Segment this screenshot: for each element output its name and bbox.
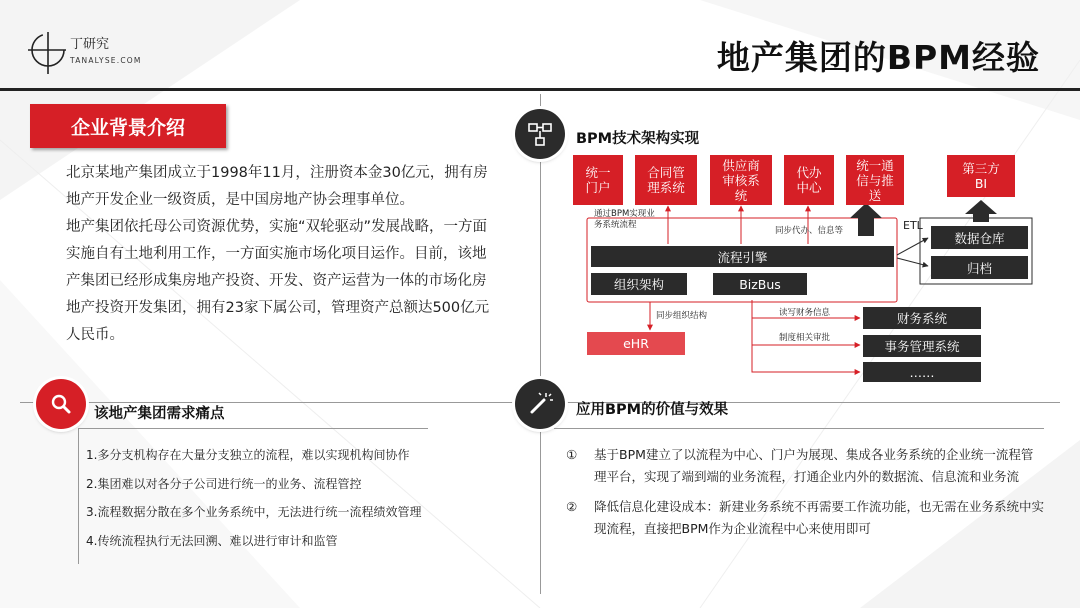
todo-center-box (784, 155, 834, 205)
value-icon-badge (515, 379, 565, 429)
affairs-system-label: 事务管理系统 (884, 339, 960, 354)
logo-domain: TANALYSE.COM (70, 56, 142, 65)
unified-messaging-box (846, 155, 904, 205)
third-party-bi-box (947, 155, 1015, 197)
supplier-system-box (710, 155, 772, 205)
affairs-system-box (863, 335, 981, 357)
third-party-bi-label: 第三方 BI (962, 161, 1000, 191)
logo-chinese-name: 丁研究 (70, 37, 110, 52)
contract-system-box (635, 155, 697, 205)
contract-system-label: 合同管 理系统 (647, 165, 685, 195)
org-structure-label: 组织架构 (613, 277, 664, 292)
data-warehouse-box (931, 226, 1028, 249)
etl-label: ETL (903, 219, 923, 232)
note-bpm-process: 通过BPM实现业 务系统流程 (594, 209, 655, 230)
intro-paragraph-2: 地产集团依托母公司资源优势，实施“双轮驱动”发展战略，一方面实施自有土地利用工作，一方面实施市场化项目运作。目前，该地产集团已经形成集房地产投资、开发、资产运营为一体的市场化房地产投资开发集团，拥有23家下属公司，管理资产总额达500亿元人民币。 (66, 219, 490, 343)
value-item-2-number: ② (566, 499, 578, 514)
intro-paragraph-1: 北京某地产集团成立于1998年11月，注册资本金30亿元，拥有房地产开发企业一级资质，是中国房地产协会理事单位。 (66, 165, 488, 208)
pain-item-1: 1.多分支机构存在大量分支独立的流程，难以实现机构间协作 (86, 448, 410, 462)
finance-system-label: 财务系统 (896, 311, 947, 326)
note-finance-rw: 读写财务信息 (779, 308, 831, 318)
value-item-1-number: ① (566, 447, 578, 462)
value-item-2-text: 降低信息化建设成本：新建业务系统不再需要工作流功能，也无需在业务系统中实现流程，直接把BPM作为企业流程中心来使用即可 (594, 499, 1045, 536)
process-engine-box (591, 246, 894, 267)
process-engine-label: 流程引擎 (717, 249, 768, 265)
bizbus-label: BizBus (739, 276, 781, 292)
pain-item-3: 3.流程数据分散在多个业务系统中，无法进行统一流程绩效管理 (86, 505, 422, 519)
note-sync-org: 同步组织结构 (656, 311, 708, 321)
org-structure-box (591, 273, 687, 295)
value-item-1-text: 基于BPM建立了以流程为中心、门户为展现、集成各业务系统的企业统一流程管理平台，实现了端到端的业务流程，打通企业内外的数据流、信息流和业务流 (594, 447, 1034, 484)
pain-points-title: 该地产集团需求痛点 (94, 406, 225, 422)
pain-item-2: 2.集团难以对各分子公司进行统一的业务、流程管控 (86, 477, 362, 491)
unified-portal-box (573, 155, 623, 205)
unified-portal-label: 统一 门户 (585, 165, 611, 195)
value-title: 应用BPM的价值与效果 (576, 402, 729, 418)
bizbus-box (713, 273, 807, 295)
ehr-label: eHR (623, 336, 649, 351)
archive-box (931, 256, 1028, 279)
supplier-system-label: 供应商 审核系 统 (722, 157, 760, 203)
data-warehouse-label: 数据仓库 (954, 230, 1005, 246)
unified-messaging-label: 统一通 信与推 送 (856, 157, 894, 203)
more-systems-box (863, 362, 981, 382)
finance-system-box (863, 307, 981, 329)
todo-center-label: 代办 中心 (796, 165, 822, 195)
pain-item-4: 4.传统流程执行无法回溯、难以进行审计和监管 (86, 534, 338, 548)
magic-wand-icon (526, 390, 554, 418)
archive-label: 归档 (966, 260, 992, 276)
note-policy-approval: 制度相关审批 (779, 333, 831, 343)
page-title: 地产集团的BPM经验 (716, 38, 1040, 77)
architecture-title: BPM技术架构实现 (576, 131, 700, 147)
more-systems-label: …… (909, 364, 935, 380)
ehr-box (587, 332, 685, 355)
note-sync-todo: 同步代办、信息等 (775, 226, 844, 236)
intro-section-tab: 企业背景介绍 (30, 104, 226, 148)
